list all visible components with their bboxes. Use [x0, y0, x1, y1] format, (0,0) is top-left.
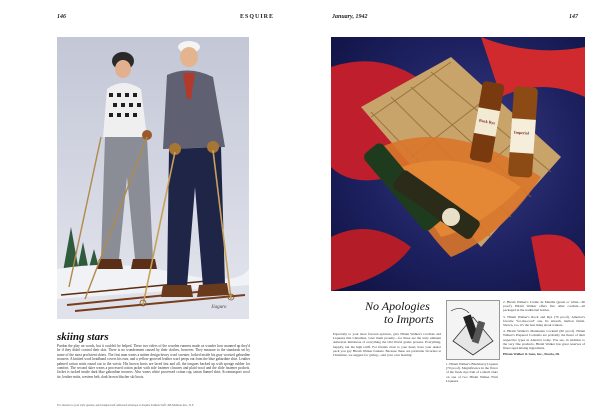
article-title: skiing stars: [57, 331, 109, 343]
ad-list-item: 3. Hiram Walker's Rock and Rye (70 proof). America's favorite "for-the-road" one. Its smooth, mellow finish. Shown, too, it's the best thing about winters.: [503, 314, 585, 328]
ad-headline-line-1: No Apologies: [365, 299, 430, 313]
inset-sketch: [446, 300, 500, 360]
gift-basket-photo: [331, 37, 585, 291]
ad-product-list: [503, 300, 585, 356]
artist-signature: Jiaguro: [211, 305, 227, 310]
right-page-number: 147: [569, 14, 578, 20]
ad-body-copy: Especially to your most favored epicures, give Hiram Walker's Cordials and Liqueurs this Christmas. Give them proudly—for these are the truly eminent American imitations of everything the Old World grants possess. Everything, happily, but the high tariff. For friends close to your heart, have your dealer pack you gay Hiram Walker baskets. Because these are particular favorites at Christmas, we suggest for giving—and your own feasting:: [333, 332, 441, 358]
article-footnote: For answers to your style queries, send stamped self-addressed envelope to Esquire Fashion Staff, 366 Madison Ave., N.Y.: [57, 404, 195, 407]
ad-list-item: 4. Hiram Walker's Manhattan Cocktail (60 proof). Hiram Walker's Prepared Cocktails are probably the finest of their respective types in America today. You see, in addition to the very fine products, Hiram Walker has great reserves of finest aged mixing ingredients.: [503, 329, 585, 351]
inset-bottle-drawing: [447, 301, 499, 359]
magazine-title: ESQUIRE: [240, 14, 275, 20]
skiers-drawing: [57, 37, 249, 319]
inset-caption: 1. Hiram Walker's Blackberry Liqueur (70 proof). Magnificence in the flavor of the fresh, ripe fruit of a small. Ours on one of two Hiram Walker Fruit Liqueurs.: [446, 362, 498, 383]
issue-date: January, 1942: [332, 14, 368, 20]
ad-headline-line-2: to Imports: [384, 312, 434, 326]
bottle-label-rock-rye: Rock Rye: [478, 117, 496, 126]
ad-list-item: 2. Hiram Walker's Creme de Menthe (green or white—60 proof). Hiram Walker offers five other cordials—all packaged in the traditional bottles.: [503, 300, 585, 313]
article-body: Pardon the play on words, but it couldn't be helped. These two riders of the wooden runners made us wonder how manned up they'd be if they didn't control their skis. There is no wonderment caused by their clothes, however. They measure to the standards set by some of the most proficient skiers. The first man wears a mitten design heavy wool sweater, locked inside his gray worsted gabardine trousers. A knitted wool headband covers his ears, and a yellow-grooved leather scarf peeps out from the blue gabardine shirt. Leather palmed cotton mitts round out to the wrists. His brown boots are laced fast and all, the tongues backed up with sponge rubber for comfort. The second skier wears a processed cotton jacket with side fastener closures and plaid wool and the slide fastener pockets. Jacket is tucked inside dark blue gabardine trousers. Also wears white processed cotton cap, tartan flannel shirt, Scotsmasport wool tie, leather mitts, western belt, dark brown blucher ski boots.: [57, 344, 250, 379]
gift-basket-drawing: [331, 37, 585, 291]
ad-maker-credit: Hiram Walker & Sons, Inc., Peoria, Ill.: [503, 352, 560, 357]
bottle-label-imperial: Imperial: [513, 129, 530, 136]
skiers-illustration: [57, 37, 249, 319]
left-page-number: 146: [57, 14, 66, 20]
